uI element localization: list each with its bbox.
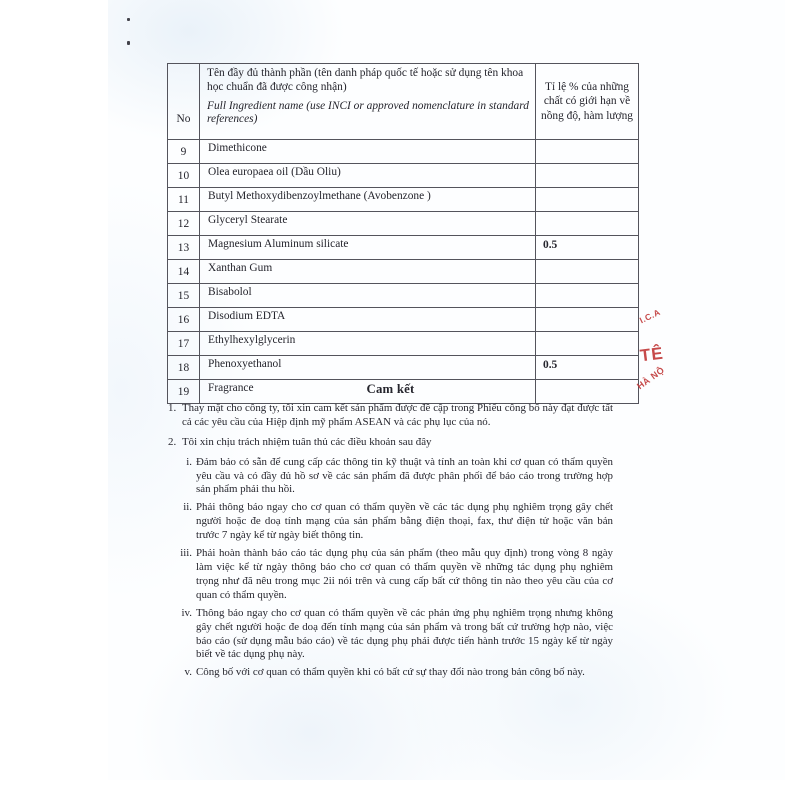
row-name: Dimethicone (200, 140, 536, 164)
subitem-marker: iv. (181, 606, 192, 619)
row-no: 18 (168, 356, 200, 380)
row-name: Olea europaea oil (Dầu Oliu) (200, 164, 536, 188)
commitment-item (168, 436, 613, 450)
row-no: 10 (168, 164, 200, 188)
commitment-section (168, 383, 613, 684)
subitem-marker: iii. (180, 547, 192, 560)
subitem-text: Phải hoàn thành báo cáo tác dụng phụ của sản phẩm (theo mẫu quy định) trong vòng 8 ngày làm việc kể từ ngày thông báo cho cơ quan có thẩm quyền về những tác dụng phụ nghiêm trọng như đã nêu trong mục 2ii nói trên và cung cấp bất cứ thông tin nào theo yêu cầu của cơ quan có thẩm quyền. (196, 547, 613, 601)
header-no: No (168, 64, 200, 140)
row-no: 13 (168, 236, 200, 260)
stamp-text-top: I.C.A (637, 306, 662, 326)
stamp-text-bottom: HÀ NỘ (635, 364, 667, 392)
row-ratio (536, 164, 639, 188)
row-ratio (536, 140, 639, 164)
table-row (168, 284, 639, 308)
stamp-text-middle: TÊ (638, 343, 665, 366)
row-ratio (536, 332, 639, 356)
row-name: Butyl Methoxydibenzoylmethane (Avobenzone ) (200, 188, 536, 212)
table-row (168, 260, 639, 284)
item-text: Thay mặt cho công ty, tôi xin cam kết sản phẩm được đề cập trong Phiếu công bố này đạt được tất cả các yêu cầu của Hiệp định mỹ phẩm ASEAN và các phụ lục của nó. (182, 401, 613, 428)
row-no: 16 (168, 308, 200, 332)
row-ratio: 0.5 (536, 356, 639, 380)
red-stamp (628, 294, 714, 400)
row-no: 15 (168, 284, 200, 308)
table-row (168, 164, 639, 188)
table-row (168, 140, 639, 164)
subitem-text: Công bố với cơ quan có thẩm quyền khi có bất cứ sự thay đổi nào trong bản công bố này. (196, 666, 585, 679)
row-no: 14 (168, 260, 200, 284)
row-name: Phenoxyethanol (200, 356, 536, 380)
item-marker: 2. (168, 435, 177, 448)
header-ingredient (200, 64, 536, 140)
item-text: Tôi xin chịu trách nhiệm tuân thủ các điều khoản sau đây (182, 435, 432, 448)
subitem-text: Thông báo ngay cho cơ quan có thẩm quyền về các phản ứng phụ nghiêm trọng nhưng không gây chết người hoặc đe doạ đến tính mạng của sản phẩm và trong bất cứ trường hợp nào, việc báo cáo (sử dụng mẫu báo cáo) về tác dụng phụ phải được tiến hành trước 15 ngày kể từ ngày biết về tác dụng phụ này. (196, 606, 613, 661)
row-name: Magnesium Aluminum silicate (200, 236, 536, 260)
row-ratio (536, 284, 639, 308)
scan-speck (127, 18, 130, 21)
table-row (168, 308, 639, 332)
row-name: Xanthan Gum (200, 260, 536, 284)
table-row (168, 236, 639, 260)
row-name: Disodium EDTA (200, 308, 536, 332)
scan-speck (127, 41, 130, 45)
header-ingredient-vn: Tên đầy đủ thành phần (tên danh pháp quốc tế hoặc sử dụng tên khoa học chuẩn đã được công nhận) (207, 67, 524, 93)
item-marker: 1. (168, 401, 177, 414)
subitem-marker: i. (186, 455, 192, 468)
commitment-subitem (168, 666, 613, 680)
row-name: Ethylhexylglycerin (200, 332, 536, 356)
commitment-subitem (168, 456, 613, 498)
row-ratio (536, 188, 639, 212)
commitment-item (168, 402, 613, 430)
table-row (168, 332, 639, 356)
table-row (168, 212, 639, 236)
row-ratio (536, 260, 639, 284)
subitem-marker: ii. (183, 501, 192, 514)
row-ratio (536, 308, 639, 332)
commitment-subitem (168, 501, 613, 543)
subitem-marker: v. (184, 666, 192, 679)
row-name: Fragrance (200, 380, 536, 404)
header-ratio: Tỉ lệ % của những chất có giới hạn về nồng độ, hàm lượng (536, 64, 639, 140)
subitem-text: Đảm bảo có sẵn để cung cấp các thông tin kỹ thuật và tính an toàn khi cơ quan có thẩm quyền yêu cầu và có đầy đủ hồ sơ về các sản phẩm đã được phân phối để báo cáo trong trường hợp sản phẩm phải thu hồi. (196, 455, 613, 496)
row-name: Bisabolol (200, 284, 536, 308)
row-ratio (536, 212, 639, 236)
table-header-row (168, 64, 639, 140)
table-row (168, 356, 639, 380)
row-no: 9 (168, 140, 200, 164)
row-no: 17 (168, 332, 200, 356)
ingredients-table (167, 63, 639, 404)
row-no: 11 (168, 188, 200, 212)
row-ratio: 0.5 (536, 236, 639, 260)
section-title: Cam kết (366, 382, 415, 396)
header-ingredient-en: Full Ingredient name (use INCI or approved nomenclature in standard references) (207, 99, 529, 126)
commitment-subitem (168, 547, 613, 603)
table-row (168, 188, 639, 212)
row-no: 12 (168, 212, 200, 236)
commitment-subitem (168, 607, 613, 663)
row-name: Glyceryl Stearate (200, 212, 536, 236)
subitem-text: Phải thông báo ngay cho cơ quan có thẩm quyền về các tác dụng phụ nghiêm trọng gây chết người hoặc đe doạ tính mạng của sản phẩm bằng điện thoại, fax, thư điện tử hoặc văn bản trước 7 ngày kể từ ngày biết thông tin. (196, 501, 613, 542)
row-no: 19 (168, 380, 200, 404)
